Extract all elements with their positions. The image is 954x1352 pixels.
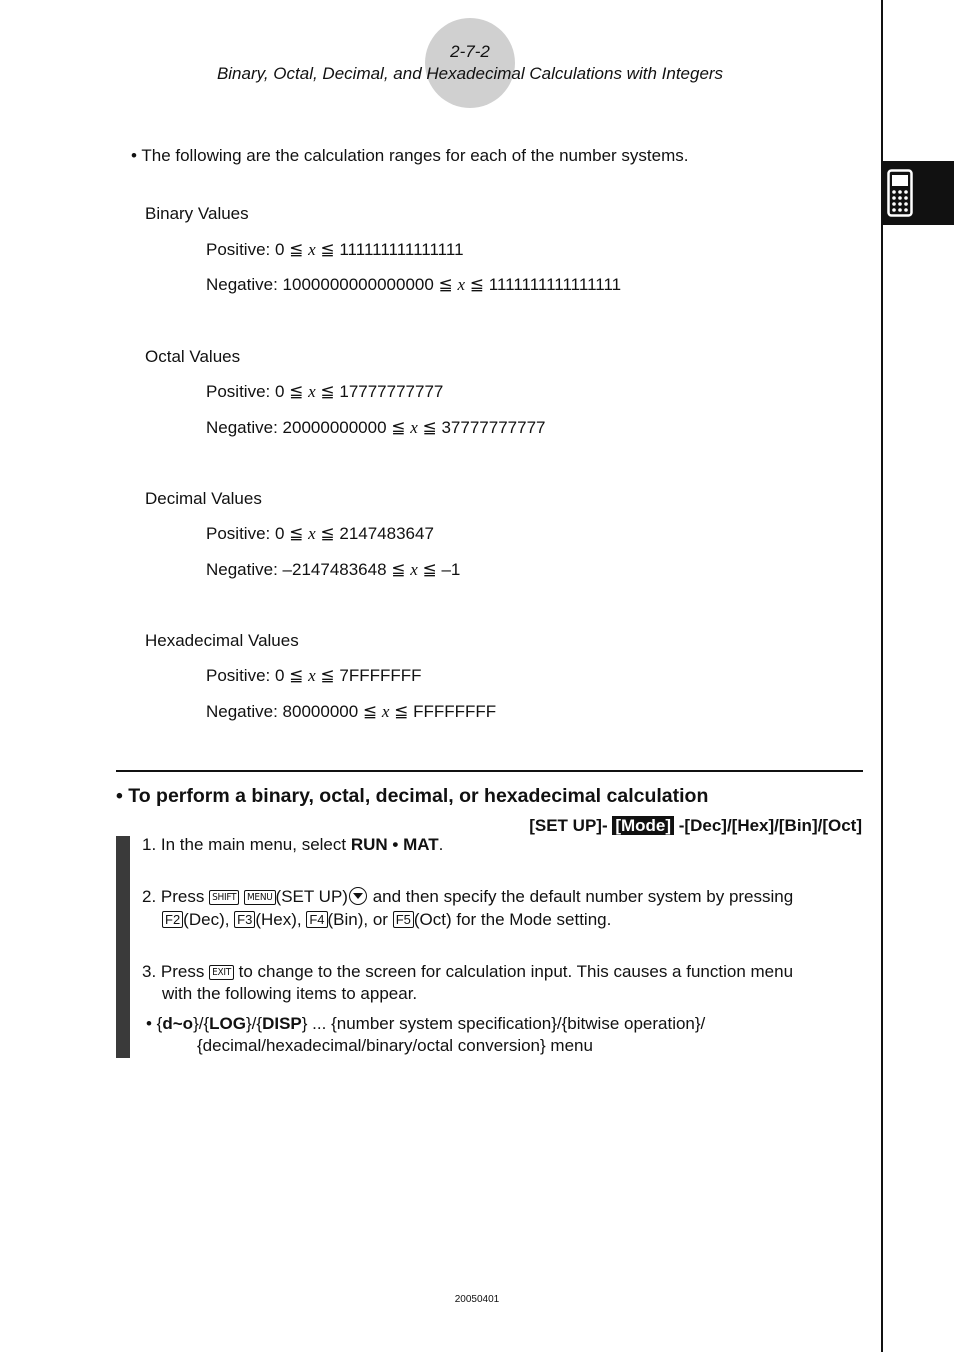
section-heading-text: To perform a binary, octal, decimal, or hexadecimal calculation: [128, 785, 709, 807]
menu-key-icon: MENU: [244, 890, 276, 905]
binary-label: Binary Values: [145, 204, 249, 223]
menu-item-line-2: {decimal/hexadecimal/binary/octal conversion} menu: [197, 1036, 593, 1055]
f3-key-icon: F3: [234, 911, 255, 928]
hexadecimal-label: Hexadecimal Values: [145, 631, 299, 650]
step-2-line-1: 2. Press SHIFT MENU (SET UP) and then specify the default number system by pressing: [142, 887, 794, 906]
f4-key-icon: F4: [306, 911, 327, 928]
binary-negative: Negative: 1000000000000000 ≦ x ≦ 1111111111111111: [206, 275, 622, 294]
octal-label: Octal Values: [145, 347, 241, 366]
chapter-tab: [883, 161, 954, 225]
step-3-line-1: 3. Press EXIT to change to the screen for calculation input. This causes a function menu: [142, 962, 794, 981]
calculator-icon: [887, 169, 913, 217]
section-divider: [116, 770, 863, 772]
down-arrow-key-icon: [349, 887, 367, 905]
steps-sidebar-bar: [116, 836, 130, 1058]
step-1: 1. In the main menu, select RUN • MAT.: [142, 835, 444, 854]
intro-text: • The following are the calculation ranges for each of the number systems.: [131, 146, 689, 165]
hexadecimal-positive: Positive: 0 ≦ x ≦ 7FFFFFFF: [206, 666, 422, 685]
section-bullet: •: [116, 785, 123, 807]
mode-highlight: [Mode]: [612, 816, 674, 835]
step-2-line-2: F2 (Dec), F3 (Hex), F4 (Bin), or F5 (Oct) for the Mode setting.: [162, 910, 611, 930]
octal-positive: Positive: 0 ≦ x ≦ 17777777777: [206, 382, 444, 401]
page-number-circle: [425, 18, 515, 108]
decimal-label: Decimal Values: [145, 489, 262, 508]
octal-negative: Negative: 20000000000 ≦ x ≦ 37777777777: [206, 418, 546, 437]
setup-path: [SET UP]- [Mode] -[Dec]/[Hex]/[Bin]/[Oct]: [529, 816, 862, 835]
decimal-negative: Negative: –2147483648 ≦ x ≦ –1: [206, 560, 461, 579]
section-heading: [116, 785, 708, 808]
page-number: 2-7-2: [450, 42, 490, 61]
hexadecimal-negative: Negative: 80000000 ≦ x ≦ FFFFFFFF: [206, 702, 497, 721]
page-title: Binary, Octal, Decimal, and Hexadecimal Calculations with Integers: [216, 64, 724, 83]
decimal-positive: Positive: 0 ≦ x ≦ 2147483647: [206, 524, 434, 543]
binary-positive: Positive: 0 ≦ x ≦ 111111111111111: [206, 240, 464, 259]
shift-key-icon: SHIFT: [209, 890, 239, 905]
f5-key-icon: F5: [393, 911, 414, 928]
footer-code: 20050401: [454, 1294, 500, 1305]
f2-key-icon: F2: [162, 911, 183, 928]
menu-item-line-1: • {d~o}/{LOG}/{DISP} ... {number system specification}/{bitwise operation}/: [146, 1014, 706, 1033]
exit-key-icon: EXIT: [209, 965, 234, 980]
step-3-line-2: with the following items to appear.: [162, 984, 418, 1003]
